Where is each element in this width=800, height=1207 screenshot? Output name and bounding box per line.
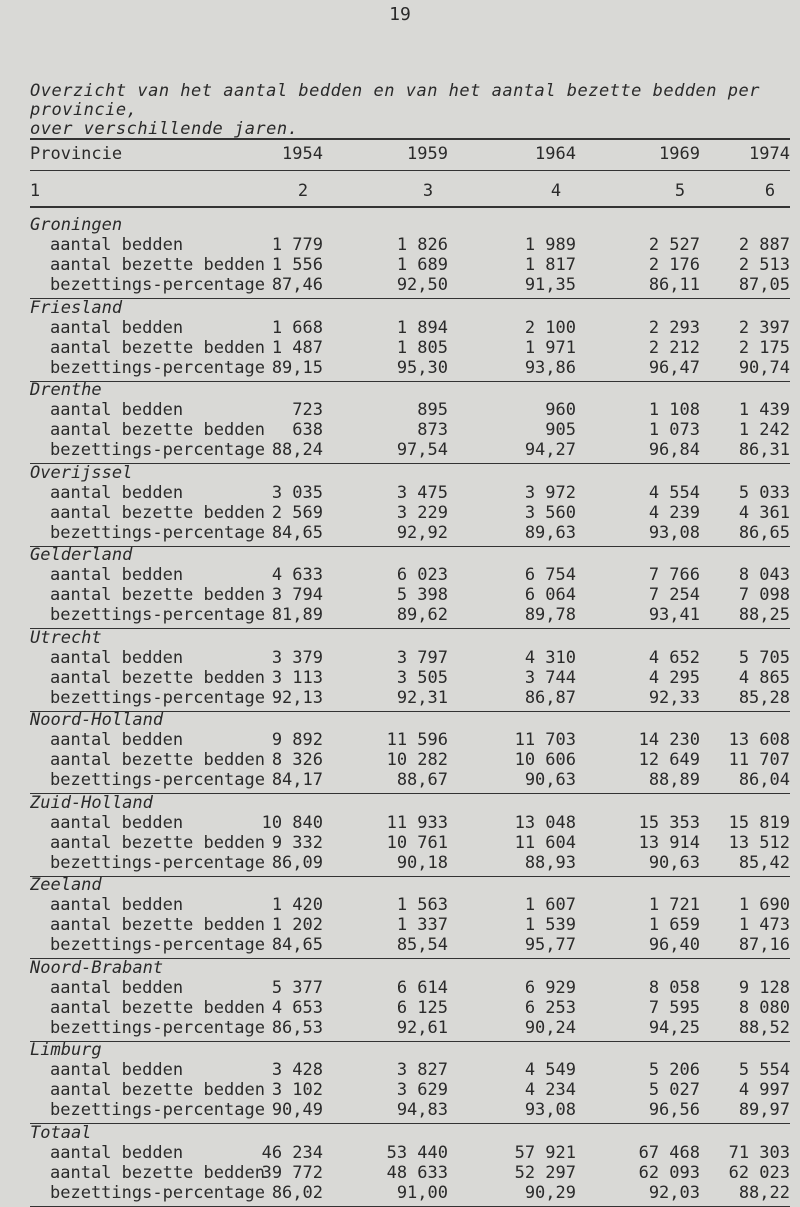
province-name: Friesland	[30, 297, 123, 318]
value-cell: 10 282	[386, 750, 448, 770]
row-label: aantal bedden	[50, 1142, 184, 1163]
value-cell: 86,87	[524, 687, 576, 708]
value-cell: 4 653	[271, 997, 323, 1018]
value-cell: 95,30	[396, 357, 448, 378]
value-cell: 2 513	[738, 255, 790, 275]
value-cell: 95,77	[524, 935, 576, 955]
column-number: 6	[764, 181, 776, 201]
value-cell: 13 914	[638, 832, 700, 853]
row-label: aantal bedden	[50, 482, 184, 503]
page-title	[30, 82, 800, 139]
value-cell: 5 705	[738, 647, 790, 668]
table-row	[30, 274, 790, 296]
value-cell: 1 894	[396, 317, 448, 338]
row-label: aantal bedden	[50, 235, 184, 255]
year-header: 1959	[407, 144, 448, 164]
value-cell: 4 549	[524, 1060, 576, 1080]
row-label: aantal bezette bedden	[50, 997, 265, 1018]
table-row	[30, 667, 790, 689]
table-row	[30, 812, 790, 834]
value-cell: 3 744	[524, 667, 576, 688]
value-cell: 89,62	[396, 605, 448, 625]
column-number-rule	[30, 206, 790, 208]
value-cell: 2 100	[524, 317, 576, 338]
value-cell: 3 794	[271, 585, 323, 605]
value-cell: 1 337	[396, 915, 448, 935]
value-cell: 92,13	[271, 687, 323, 708]
value-cell: 12 649	[638, 750, 700, 770]
value-cell: 873	[417, 420, 448, 440]
value-cell: 8 326	[271, 750, 323, 770]
value-cell: 1 779	[271, 235, 323, 255]
value-cell: 13 512	[728, 832, 790, 853]
province-name: Drenthe	[30, 380, 102, 400]
value-cell: 5 033	[738, 482, 790, 503]
value-cell: 1 539	[524, 915, 576, 935]
table-row	[30, 647, 790, 669]
table-row	[30, 399, 790, 421]
value-cell: 4 554	[648, 482, 700, 503]
value-cell: 91,00	[396, 1182, 448, 1203]
value-cell: 86,02	[271, 1182, 323, 1203]
province-name-row	[30, 709, 790, 731]
value-cell: 57 921	[514, 1142, 576, 1163]
table-row	[30, 584, 790, 606]
table-row	[30, 894, 790, 916]
value-cell: 6 754	[524, 565, 576, 585]
province-name: Zeeland	[30, 875, 102, 895]
table-row	[30, 419, 790, 441]
row-label: bezettings-percentage	[50, 687, 265, 708]
value-cell: 88,67	[396, 770, 448, 790]
value-cell: 67 468	[638, 1142, 700, 1163]
province-name: Noord-Brabant	[30, 957, 164, 978]
value-cell: 86,09	[271, 852, 323, 873]
value-cell: 6 023	[396, 565, 448, 585]
row-label: bezettings-percentage	[50, 935, 265, 955]
value-cell: 2 176	[648, 255, 700, 275]
value-cell: 5 206	[648, 1060, 700, 1080]
value-cell: 62 093	[638, 1162, 700, 1183]
row-label: aantal bezette bedden	[50, 1162, 265, 1183]
value-cell: 87,05	[738, 275, 790, 295]
value-cell: 1 563	[396, 895, 448, 915]
table-row	[30, 357, 790, 379]
title-line-2: over verschillende jaren.	[30, 119, 299, 139]
province-name-row	[30, 544, 790, 566]
value-cell: 3 629	[396, 1080, 448, 1100]
value-cell: 86,11	[648, 275, 700, 295]
value-cell: 11 703	[514, 730, 576, 750]
value-cell: 94,25	[648, 1017, 700, 1038]
table-row	[30, 852, 790, 874]
value-cell: 3 560	[524, 502, 576, 523]
value-cell: 5 377	[271, 977, 323, 998]
row-label: bezettings-percentage	[50, 357, 265, 378]
value-cell: 94,83	[396, 1100, 448, 1120]
value-cell: 88,25	[738, 605, 790, 625]
value-cell: 4 633	[271, 565, 323, 585]
value-cell: 3 797	[396, 647, 448, 668]
value-cell: 90,24	[524, 1017, 576, 1038]
value-cell: 8 080	[738, 997, 790, 1018]
province-name-row	[30, 214, 790, 236]
value-cell: 90,74	[738, 357, 790, 378]
row-label: bezettings-percentage	[50, 275, 265, 295]
value-cell: 1 556	[271, 255, 323, 275]
province-name-row	[30, 1122, 790, 1144]
row-label: aantal bedden	[50, 317, 184, 338]
value-cell: 89,63	[524, 522, 576, 543]
value-cell: 7 766	[648, 565, 700, 585]
table-row	[30, 749, 790, 771]
value-cell: 1 607	[524, 895, 576, 915]
value-cell: 89,15	[271, 357, 323, 378]
province-name: Overijssel	[30, 462, 133, 483]
row-label: aantal bezette bedden	[50, 915, 265, 935]
row-label: aantal bezette bedden	[50, 502, 265, 523]
province-name-row	[30, 379, 790, 401]
value-cell: 7 098	[738, 585, 790, 605]
table-row	[30, 687, 790, 709]
value-cell: 10 761	[386, 832, 448, 853]
header-rule	[30, 170, 790, 171]
value-cell: 1 826	[396, 235, 448, 255]
value-cell: 11 596	[386, 730, 448, 750]
table-row	[30, 914, 790, 936]
table-row	[30, 977, 790, 999]
value-cell: 723	[292, 400, 323, 420]
value-cell: 3 113	[271, 667, 323, 688]
value-cell: 92,03	[648, 1182, 700, 1203]
value-cell: 92,33	[648, 687, 700, 708]
page-number: 19	[389, 4, 411, 25]
row-label: bezettings-percentage	[50, 605, 265, 625]
value-cell: 86,53	[271, 1017, 323, 1038]
value-cell: 13 048	[514, 812, 576, 833]
title-line-1: Overzicht van het aantal bedden en van het aantal bezette bedden per provincie,	[30, 81, 760, 120]
column-number: 1	[29, 181, 41, 201]
value-cell: 81,89	[271, 605, 323, 625]
value-cell: 1 073	[648, 420, 700, 440]
row-label: bezettings-percentage	[50, 852, 265, 873]
value-cell: 2 175	[738, 337, 790, 358]
value-cell: 62 023	[728, 1162, 790, 1183]
value-cell: 92,61	[396, 1017, 448, 1038]
row-label: aantal bedden	[50, 1060, 184, 1080]
value-cell: 93,08	[524, 1100, 576, 1120]
value-cell: 2 569	[271, 502, 323, 523]
value-cell: 11 707	[728, 750, 790, 770]
value-cell: 4 361	[738, 502, 790, 523]
value-cell: 88,89	[648, 770, 700, 790]
value-cell: 11 933	[386, 812, 448, 833]
value-cell: 2 397	[738, 317, 790, 338]
value-cell: 4 295	[648, 667, 700, 688]
value-cell: 3 229	[396, 502, 448, 523]
value-cell: 3 035	[271, 482, 323, 503]
value-cell: 895	[417, 400, 448, 420]
value-cell: 6 064	[524, 585, 576, 605]
province-name: Utrecht	[30, 627, 102, 648]
column-number: 4	[550, 181, 562, 201]
value-cell: 3 972	[524, 482, 576, 503]
value-cell: 1 420	[271, 895, 323, 915]
value-cell: 88,24	[271, 440, 323, 460]
value-cell: 71 303	[728, 1142, 790, 1163]
value-cell: 97,54	[396, 440, 448, 460]
value-cell: 4 865	[738, 667, 790, 688]
provincie-header: Provincie	[30, 144, 123, 164]
value-cell: 85,42	[738, 852, 790, 873]
value-cell: 960	[545, 400, 576, 420]
value-cell: 6 929	[524, 977, 576, 998]
table-row	[30, 502, 790, 524]
year-header: 1954	[282, 144, 323, 164]
row-label: aantal bezette bedden	[50, 420, 265, 440]
row-label: bezettings-percentage	[50, 1100, 265, 1120]
table-row	[30, 769, 790, 791]
value-cell: 96,47	[648, 357, 700, 378]
value-cell: 1 473	[738, 915, 790, 935]
value-cell: 90,63	[524, 770, 576, 790]
table-row	[30, 832, 790, 854]
row-label: aantal bedden	[50, 895, 184, 915]
value-cell: 2 887	[738, 235, 790, 255]
province-name-row	[30, 1039, 790, 1061]
row-label: aantal bezette bedden	[50, 1080, 265, 1100]
value-cell: 46 234	[261, 1142, 323, 1163]
value-cell: 8 058	[648, 977, 700, 998]
province-separator	[30, 1206, 790, 1207]
table-row	[30, 317, 790, 339]
table-row	[30, 1162, 790, 1184]
row-label: aantal bedden	[50, 400, 184, 420]
value-cell: 11 604	[514, 832, 576, 853]
row-label: bezettings-percentage	[50, 522, 265, 543]
value-cell: 2 527	[648, 235, 700, 255]
table-row	[30, 1182, 790, 1204]
value-cell: 84,65	[271, 522, 323, 543]
value-cell: 91,35	[524, 275, 576, 295]
value-cell: 1 487	[271, 337, 323, 358]
value-cell: 86,04	[738, 770, 790, 790]
value-cell: 15 819	[728, 812, 790, 833]
value-cell: 89,78	[524, 605, 576, 625]
value-cell: 9 892	[271, 730, 323, 750]
province-name: Groningen	[30, 215, 123, 235]
value-cell: 92,50	[396, 275, 448, 295]
value-cell: 7 254	[648, 585, 700, 605]
value-cell: 96,40	[648, 935, 700, 955]
table-row	[30, 934, 790, 956]
table-row	[30, 729, 790, 751]
value-cell: 13 608	[728, 730, 790, 750]
value-cell: 48 633	[386, 1162, 448, 1183]
table-row	[30, 522, 790, 544]
value-cell: 96,56	[648, 1100, 700, 1120]
row-label: aantal bezette bedden	[50, 750, 265, 770]
table-row	[30, 997, 790, 1019]
value-cell: 1 721	[648, 895, 700, 915]
value-cell: 52 297	[514, 1162, 576, 1183]
value-cell: 5 027	[648, 1080, 700, 1100]
value-cell: 93,86	[524, 357, 576, 378]
province-name-row	[30, 462, 790, 484]
row-label: bezettings-percentage	[50, 440, 265, 460]
value-cell: 1 439	[738, 400, 790, 420]
value-cell: 39 772	[261, 1162, 323, 1183]
value-cell: 9 332	[271, 832, 323, 853]
table-row	[30, 1059, 790, 1081]
province-name-row	[30, 792, 790, 814]
row-label: aantal bedden	[50, 647, 184, 668]
row-label: aantal bezette bedden	[50, 337, 265, 358]
value-cell: 88,52	[738, 1017, 790, 1038]
value-cell: 3 102	[271, 1080, 323, 1100]
value-cell: 905	[545, 420, 576, 440]
value-cell: 84,65	[271, 935, 323, 955]
value-cell: 3 428	[271, 1060, 323, 1080]
value-cell: 87,46	[271, 275, 323, 295]
value-cell: 93,41	[648, 605, 700, 625]
value-cell: 86,31	[738, 440, 790, 460]
value-cell: 10 606	[514, 750, 576, 770]
value-cell: 6 614	[396, 977, 448, 998]
value-cell: 1 690	[738, 895, 790, 915]
table-row	[30, 234, 790, 256]
value-cell: 93,08	[648, 522, 700, 543]
value-cell: 6 125	[396, 997, 448, 1018]
value-cell: 88,93	[524, 852, 576, 873]
column-number: 5	[674, 181, 686, 201]
value-cell: 1 659	[648, 915, 700, 935]
value-cell: 1 689	[396, 255, 448, 275]
value-cell: 90,63	[648, 852, 700, 873]
value-cell: 5 398	[396, 585, 448, 605]
row-label: aantal bedden	[50, 730, 184, 750]
value-cell: 86,65	[738, 522, 790, 543]
value-cell: 92,92	[396, 522, 448, 543]
row-label: bezettings-percentage	[50, 770, 265, 790]
table-row	[30, 337, 790, 359]
value-cell: 2 293	[648, 317, 700, 338]
value-cell: 1 805	[396, 337, 448, 358]
value-cell: 94,27	[524, 440, 576, 460]
row-label: aantal bedden	[50, 977, 184, 998]
value-cell: 4 652	[648, 647, 700, 668]
table-row	[30, 1099, 790, 1121]
year-header: 1964	[535, 144, 576, 164]
province-name: Zuid-Holland	[30, 792, 153, 813]
province-name-row	[30, 297, 790, 319]
header-row	[30, 143, 790, 165]
value-cell: 14 230	[638, 730, 700, 750]
value-cell: 96,84	[648, 440, 700, 460]
row-label: aantal bedden	[50, 565, 184, 585]
value-cell: 87,16	[738, 935, 790, 955]
table-row	[30, 482, 790, 504]
value-cell: 90,49	[271, 1100, 323, 1120]
table-row	[30, 564, 790, 586]
value-cell: 1 989	[524, 235, 576, 255]
row-label: aantal bezette bedden	[50, 585, 265, 605]
value-cell: 85,28	[738, 687, 790, 708]
value-cell: 10 840	[261, 812, 323, 833]
column-number: 2	[297, 181, 309, 201]
value-cell: 84,17	[271, 770, 323, 790]
province-name-row	[30, 874, 790, 896]
row-label: aantal bezette bedden	[50, 667, 265, 688]
value-cell: 4 997	[738, 1080, 790, 1100]
table-row	[30, 1079, 790, 1101]
column-number: 3	[422, 181, 434, 201]
value-cell: 1 108	[648, 400, 700, 420]
table-row	[30, 1017, 790, 1039]
value-cell: 15 353	[638, 812, 700, 833]
province-name: Gelderland	[30, 545, 133, 565]
year-header: 1969	[659, 144, 700, 164]
value-cell: 3 379	[271, 647, 323, 668]
value-cell: 638	[292, 420, 323, 440]
province-name: Totaal	[30, 1122, 92, 1143]
top-rule	[30, 138, 790, 140]
province-name: Limburg	[30, 1040, 102, 1060]
column-number-row	[30, 180, 790, 202]
value-cell: 85,54	[396, 935, 448, 955]
table-row	[30, 604, 790, 626]
value-cell: 92,31	[396, 687, 448, 708]
table-row	[30, 439, 790, 461]
value-cell: 5 554	[738, 1060, 790, 1080]
row-label: aantal bedden	[50, 812, 184, 833]
value-cell: 6 253	[524, 997, 576, 1018]
value-cell: 53 440	[386, 1142, 448, 1163]
value-cell: 4 310	[524, 647, 576, 668]
value-cell: 9 128	[738, 977, 790, 998]
value-cell: 1 202	[271, 915, 323, 935]
value-cell: 8 043	[738, 565, 790, 585]
province-name-row	[30, 957, 790, 979]
row-label: aantal bezette bedden	[50, 255, 265, 275]
value-cell: 1 971	[524, 337, 576, 358]
table-row	[30, 1142, 790, 1164]
value-cell: 1 242	[738, 420, 790, 440]
value-cell: 90,18	[396, 852, 448, 873]
value-cell: 3 505	[396, 667, 448, 688]
value-cell: 89,97	[738, 1100, 790, 1120]
value-cell: 90,29	[524, 1182, 576, 1203]
year-header: 1974	[749, 144, 790, 164]
value-cell: 3 827	[396, 1060, 448, 1080]
province-name-row	[30, 627, 790, 649]
value-cell: 1 817	[524, 255, 576, 275]
value-cell: 3 475	[396, 482, 448, 503]
row-label: aantal bezette bedden	[50, 832, 265, 853]
value-cell: 4 239	[648, 502, 700, 523]
value-cell: 1 668	[271, 317, 323, 338]
value-cell: 4 234	[524, 1080, 576, 1100]
table-row	[30, 254, 790, 276]
province-name: Noord-Holland	[30, 710, 164, 730]
row-label: bezettings-percentage	[50, 1182, 265, 1203]
value-cell: 2 212	[648, 337, 700, 358]
value-cell: 88,22	[738, 1182, 790, 1203]
row-label: bezettings-percentage	[50, 1017, 265, 1038]
value-cell: 7 595	[648, 997, 700, 1018]
